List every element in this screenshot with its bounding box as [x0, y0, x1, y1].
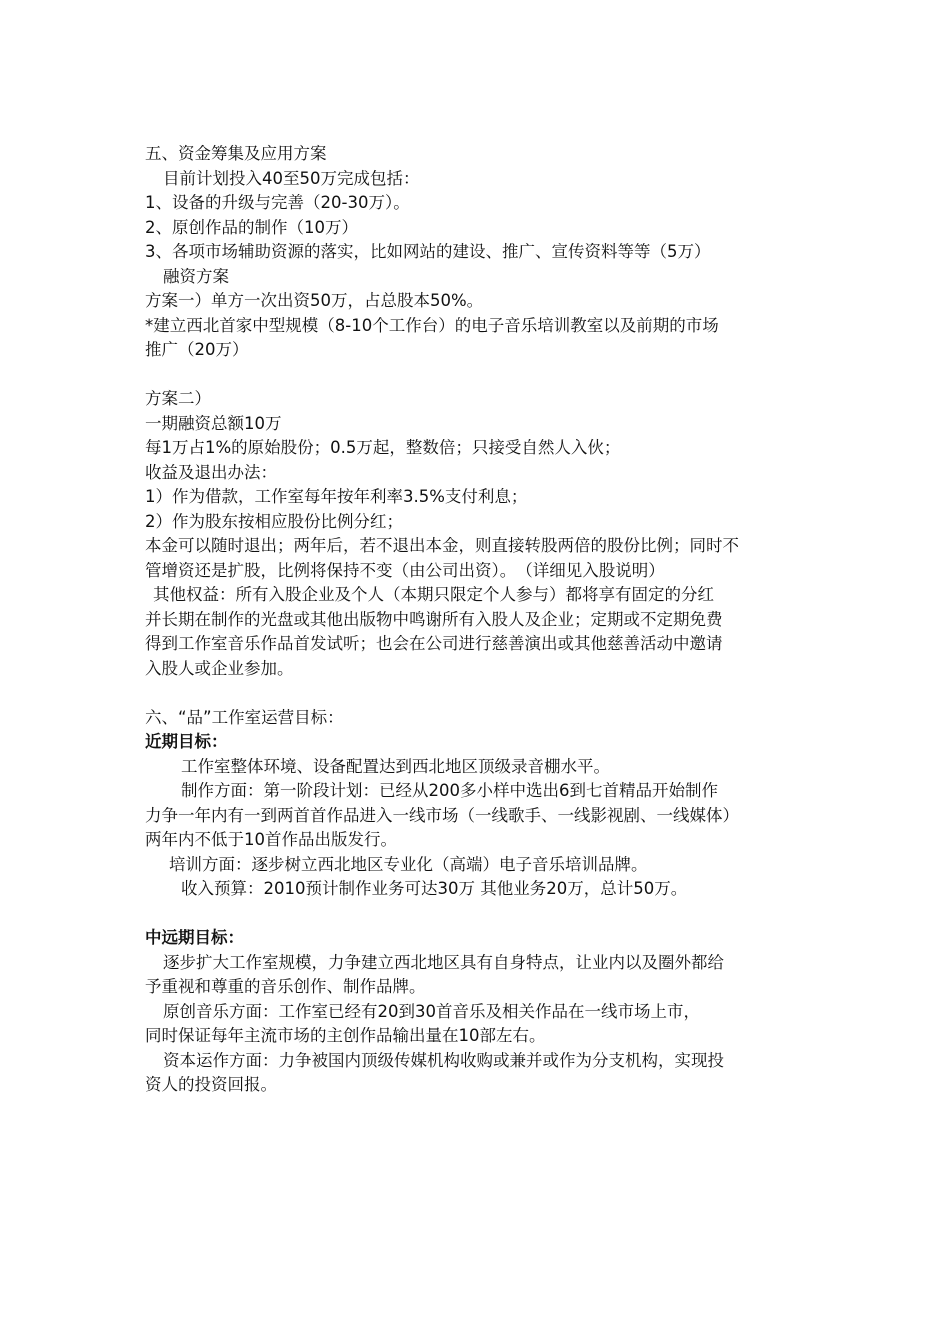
paragraph: 1）作为借款，工作室每年按年利率3.5%支付利息； [145, 487, 528, 506]
paragraph: 推广（20万） [145, 340, 249, 359]
blank-line [145, 363, 810, 388]
paragraph: 同时保证每年主流市场的主创作品输出量在10部左右。 [145, 1026, 546, 1045]
paragraph: 得到工作室音乐作品首发试听；也会在公司进行慈善演出或其他慈善活动中邀请 [145, 634, 723, 653]
paragraph: 2）作为股东按相应股份比例分红； [145, 511, 403, 531]
paragraph: 制作方面：第一阶段计划：已经从200多小样中选出6到七首精品开始制作 [181, 781, 718, 800]
paragraph: 工作室整体环境、设备配置达到西北地区顶级录音棚水平。 [181, 756, 610, 776]
list-item: 2、原创作品的制作（10万） [145, 217, 358, 237]
paragraph: 入股人或企业参加。 [145, 658, 294, 678]
list-item: 1、设备的升级与完善（20-30万）。 [145, 193, 410, 212]
paragraph: 资人的投资回报。 [145, 1075, 277, 1094]
paragraph: 资本运作方面：力争被国内顶级传媒机构收购或兼并或作为分支机构，实现投 [163, 1050, 724, 1070]
paragraph: 力争一年内有一到两首首作品进入一线市场（一线歌手、一线影视剧、一线媒体） [145, 805, 739, 825]
paragraph: 予重视和尊重的音乐创作、制作品牌。 [145, 977, 426, 996]
document-page [145, 142, 810, 1098]
paragraph: 方案二） [145, 389, 211, 408]
paragraph: 并长期在制作的光盘或其他出版物中鸣谢所有入股人及企业；定期或不定期免费 [145, 609, 723, 629]
paragraph: 收入预算：2010预计制作业务可达30万 其他业务20万，总计50万。 [181, 879, 688, 898]
paragraph: 管增资还是扩股，比例将保持不变（由公司出资）。 （详细见入股说明） [145, 560, 665, 580]
blank-line [145, 681, 810, 706]
paragraph: 逐步扩大工作室规模，力争建立西北地区具有自身特点，让业内以及圈外都给 [163, 952, 724, 972]
subheading: 中远期目标： [145, 928, 244, 947]
paragraph: 每1万占1%的原始股份；0.5万起，整数倍；只接受自然人入伙； [145, 438, 621, 457]
paragraph: 本金可以随时退出；两年后，若不退出本金，则直接转股两倍的股份比例；同时不 [145, 536, 739, 555]
subheading: 融资方案 [163, 266, 229, 286]
paragraph: 收益及退出办法： [145, 462, 277, 482]
blank-line [145, 902, 810, 927]
paragraph: 原创音乐方面：工作室已经有20到30首音乐及相关作品在一线市场上市， [163, 1001, 700, 1021]
section-heading: 五、资金筹集及应用方案 [145, 144, 327, 163]
paragraph: 两年内不低于10首作品出版发行。 [145, 830, 397, 849]
paragraph: 方案一）单方一次出资50万，占总股本50%。 [145, 291, 484, 310]
subheading: 近期目标： [145, 732, 228, 751]
paragraph: 培训方面：逐步树立西北地区专业化（高端）电子音乐培训品牌。 [169, 854, 648, 874]
paragraph: *建立西北首家中型规模（8-10个工作台）的电子音乐培训教室以及前期的市场 [145, 315, 719, 335]
list-item: 3、各项市场辅助资源的落实，比如网站的建设、推广、宣传资料等等（5万） [145, 242, 711, 261]
paragraph: 一期融资总额10万 [145, 413, 282, 433]
section-heading: 六、“品”工作室运营目标： [145, 707, 344, 727]
paragraph: 目前计划投入40至50万完成包括： [163, 168, 420, 188]
paragraph: 其他权益：所有入股企业及个人（本期只限定个人参与）都将享有固定的分红 [153, 585, 714, 604]
